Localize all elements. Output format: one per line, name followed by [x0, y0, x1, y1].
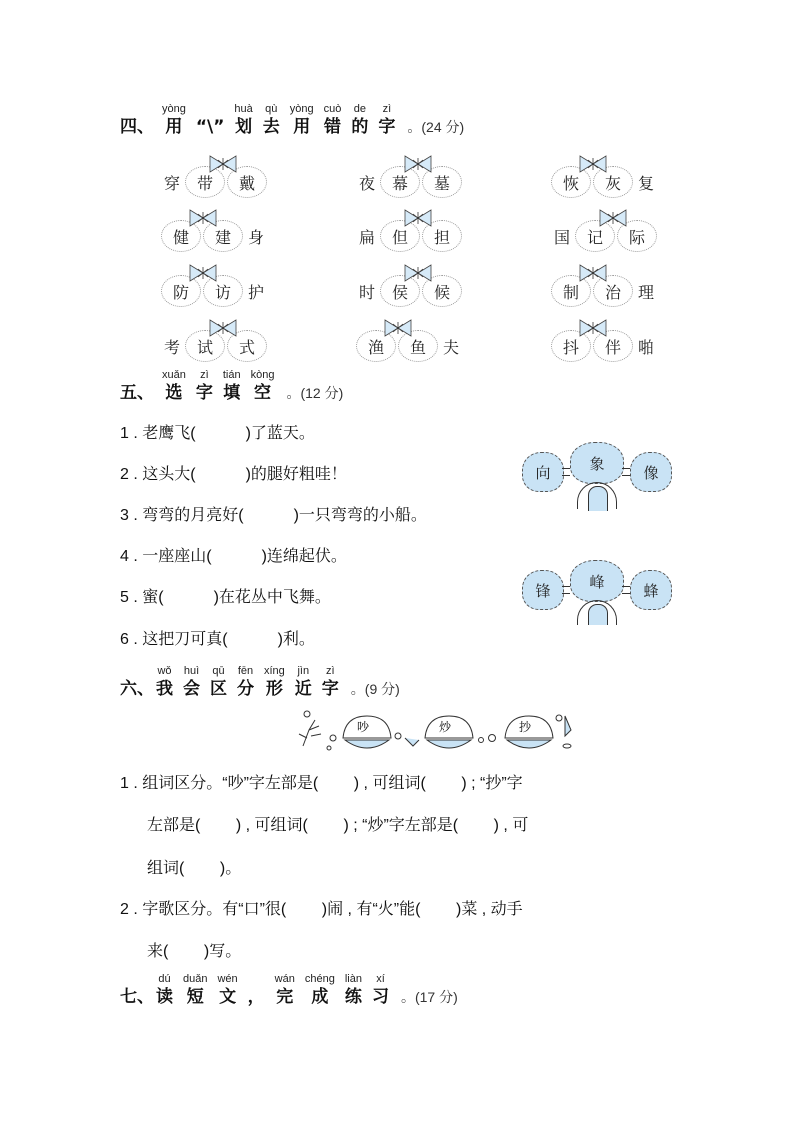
choice-option[interactable]: 制 — [551, 275, 591, 307]
word-choice-group: 时 侯 候 — [355, 271, 487, 311]
bow-icon — [403, 154, 433, 174]
score: 。(17 分) — [400, 989, 458, 1005]
word-choice-group: 渔 鱼 夫 — [355, 326, 463, 366]
word-choice-group: 抖 伴 啪 — [550, 326, 658, 366]
choice-option[interactable]: 灰 — [593, 166, 633, 198]
bow-icon — [188, 208, 218, 228]
word-choice-group: 健 建 身 — [160, 216, 268, 256]
choice-option[interactable]: 建 — [203, 220, 243, 252]
choice-option[interactable]: 但 — [380, 220, 420, 252]
cloud-tree-illustration — [522, 442, 672, 512]
word-choice-group: 穿 带 戴 — [160, 162, 292, 202]
bow-icon — [208, 318, 238, 338]
bow-icon — [403, 263, 433, 283]
fill-item: 5 . 蜜( )在花丛中飞舞。 — [120, 589, 331, 606]
word-choice-group: 扁 但 担 — [355, 216, 487, 256]
score: 。(9 分) — [350, 681, 400, 697]
question-1-line-1: 1 . 组词区分。“吵”字左部是( ) , 可组词( ) ; “抄”字 — [120, 775, 523, 792]
choice-option[interactable]: 健 — [161, 220, 201, 252]
cloud-right: 蜂 — [630, 570, 672, 610]
choice-option[interactable]: 带 — [185, 166, 225, 198]
word-choice-group: 制 治 理 — [550, 271, 658, 311]
choice-option[interactable]: 幕 — [380, 166, 420, 198]
choice-option[interactable]: 恢 — [551, 166, 591, 198]
shell-character: 吵 — [357, 720, 370, 734]
bow-icon — [578, 263, 608, 283]
bow-icon — [403, 208, 433, 228]
cloud-left: 锋 — [522, 570, 564, 610]
tree-hollow — [588, 486, 608, 511]
bow-icon — [578, 318, 608, 338]
choice-option[interactable]: 际 — [617, 220, 657, 252]
choice-option[interactable]: 式 — [227, 330, 267, 362]
choice-option[interactable]: 墓 — [422, 166, 462, 198]
choice-option[interactable]: 治 — [593, 275, 633, 307]
section-4-heading: 四、 yòng 用 “\” huà 划 qù 去 yòng 用 cuò 错 de 的 zì 字 。(24 分) — [120, 103, 465, 137]
choice-option[interactable]: 试 — [185, 330, 225, 362]
choice-option[interactable]: 担 — [422, 220, 462, 252]
question-1-line-2: 左部是( ) , 可组词( ) ; “炒”字左部是( ) , 可 — [147, 817, 529, 834]
cloud-tree-illustration — [522, 560, 672, 630]
tree-hollow — [588, 604, 608, 625]
bow-icon — [598, 208, 628, 228]
connector — [562, 468, 570, 476]
fill-item: 2 . 这头大( )的腿好粗哇！ — [120, 466, 347, 483]
section-number: 七、 — [120, 987, 154, 1007]
question-2-line-1: 2 . 字歌区分。有“口”很( )闹 , 有“火”能( )菜 , 动手 — [120, 901, 523, 918]
bow-icon — [578, 154, 608, 174]
word-choice-group: 考 试 式 — [160, 326, 292, 366]
choice-option[interactable]: 访 — [203, 275, 243, 307]
section-number: 五、 — [120, 383, 154, 403]
cloud-center: 峰 — [570, 560, 624, 602]
connector — [622, 586, 630, 594]
seaweed-icon — [295, 708, 575, 753]
choice-option[interactable]: 候 — [422, 275, 462, 307]
score: 。(24 分) — [407, 119, 465, 135]
choice-option[interactable]: 戴 — [227, 166, 267, 198]
section-5-heading: 五、 xuǎn 选 zì 字 tián 填 kòng 空 。(12 分) — [120, 369, 344, 403]
fill-item: 1 . 老鹰飞( )了蓝天。 — [120, 425, 315, 442]
section-6-heading: 六、 wǒ 我 huì 会 qū 区 fēn 分 xíng 形 jìn 近 zì 字 。(9 分) — [120, 665, 400, 699]
connector — [562, 586, 570, 594]
shells-illustration — [295, 708, 575, 753]
choice-option[interactable]: 侯 — [380, 275, 420, 307]
shell-character: 抄 — [519, 720, 532, 734]
choice-option[interactable]: 伴 — [593, 330, 633, 362]
bow-icon — [188, 263, 218, 283]
choice-option[interactable]: 防 — [161, 275, 201, 307]
choice-option[interactable]: 渔 — [356, 330, 396, 362]
cloud-right: 像 — [630, 452, 672, 492]
choice-option[interactable]: 抖 — [551, 330, 591, 362]
choice-option[interactable]: 记 — [575, 220, 615, 252]
question-2-line-2: 来( )写。 — [147, 943, 242, 960]
connector — [622, 468, 630, 476]
score: 。(12 分) — [286, 385, 344, 401]
fill-item: 3 . 弯弯的月亮好( )一只弯弯的小船。 — [120, 507, 427, 524]
word-choice-group: 国 记 际 — [550, 216, 682, 256]
section-number: 六、 — [120, 679, 154, 699]
section-number: 四、 — [120, 117, 154, 137]
section-7-heading: 七、 dú 读 duǎn 短 wén 文 ， wán 完 chéng 成 liàn 练 xí 习 。(17 分) — [120, 973, 458, 1007]
bow-icon — [383, 318, 413, 338]
fill-item: 4 . 一座座山( )连绵起伏。 — [120, 548, 347, 565]
choice-option[interactable]: 鱼 — [398, 330, 438, 362]
question-1-line-3: 组词( )。 — [147, 860, 242, 877]
word-choice-group: 夜 幕 墓 — [355, 162, 487, 202]
shell-character: 炒 — [439, 720, 452, 734]
fill-item: 6 . 这把刀可真( )利。 — [120, 631, 315, 648]
word-choice-group: 恢 灰 复 — [550, 162, 658, 202]
bow-icon — [208, 154, 238, 174]
word-choice-group: 防 访 护 — [160, 271, 268, 311]
cloud-left: 向 — [522, 452, 564, 492]
cloud-center: 象 — [570, 442, 624, 484]
